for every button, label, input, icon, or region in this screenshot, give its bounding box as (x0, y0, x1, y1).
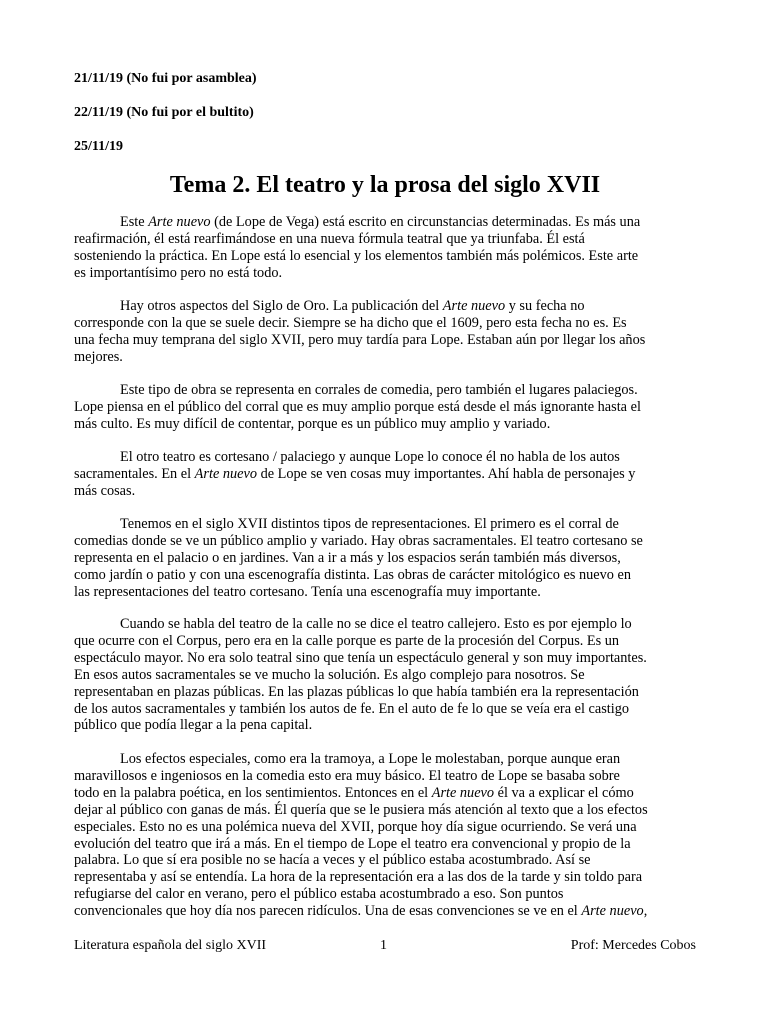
paragraph-line (74, 214, 696, 231)
text-run: una fecha muy temprana del siglo XVII, pero muy tardía para Lope. Estaban aún por llegar los años (74, 331, 646, 348)
text-run: Los efectos especiales, como era la tramoya, a Lope le molestaban, porque aunque eran (120, 751, 621, 767)
text-run: especiales. Esto no es una polémica nueva del XVII, porque hoy día sigue ocurriendo. Se verá una (74, 818, 637, 835)
footer-course-title: Literatura española del siglo XVII (74, 938, 267, 953)
text-run: mejores. (74, 348, 123, 365)
paragraph-line (74, 265, 696, 282)
text-run: las representaciones del teatro cortesano. Tenía una escenografía muy importante. (74, 583, 541, 600)
text-run: , (643, 903, 648, 920)
text-run: representaba y así se entendía. La hora de la representación era a las dos de la tarde y sin toldo para (74, 869, 643, 886)
work-title: Arte nuevo (431, 784, 495, 801)
paragraph-line (74, 684, 696, 701)
paragraph-1 (74, 214, 696, 282)
paragraph-line (74, 315, 696, 332)
paragraph-line (74, 751, 696, 768)
text-run: sacramentales. En el (74, 465, 195, 482)
paragraph-line (74, 616, 696, 633)
paragraph-line (74, 248, 696, 265)
paragraph-2 (74, 298, 696, 366)
text-run: más culto. Es muy difícil de contentar, porque es un público muy amplio y variado. (74, 415, 551, 432)
text-run: maravillosos e ingeniosos en la comedia esto era muy básico. El teatro de Lope se basaba sobre (74, 767, 620, 784)
footer-page-number: 1 (380, 938, 387, 953)
date-entry-1: 21/11/19 (No fui por asamblea) (74, 71, 257, 86)
footer-professor: Prof: Mercedes Cobos (570, 938, 696, 953)
page-footer (74, 937, 696, 955)
text-run: él va a explicar el cómo (494, 784, 634, 801)
text-run: sosteniendo la práctica. En Lope está lo esencial y los elementos también más polémicos. Este arte (74, 247, 639, 264)
text-run: espectáculo mayor. No era solo teatral sino que tenía un espectáculo general y son muy importantes. (74, 649, 647, 666)
paragraph-line (74, 466, 696, 483)
paragraph-line (74, 886, 696, 903)
text-run: dejar al público con ganas de más. Él quería que se le pusiera más atención al texto que a los efectos (74, 801, 648, 818)
paragraph-line (74, 231, 696, 248)
text-run: representa en el palacio o en jardines. Van a ir a más y los espacios serán también más diversos, (74, 549, 621, 566)
paragraph-7 (74, 751, 696, 920)
text-run: todo en la palabra poética, en los sentimientos. Entonces en el (74, 784, 432, 801)
paragraph-line (74, 382, 696, 399)
paragraph-line (74, 836, 696, 853)
text-run: Este (120, 214, 149, 230)
text-run: más cosas. (74, 482, 136, 499)
paragraph-line (74, 332, 696, 349)
text-run: que ocurre con el Corpus, pero era en la calle porque es parte de la procesión del Corpus. Es un (74, 632, 620, 649)
date-entry-2: 22/11/19 (No fui por el bultito) (74, 105, 254, 120)
paragraph-line (74, 533, 696, 550)
text-run: representaban en plazas públicas. En las plazas públicas lo que había también era la representación (74, 683, 639, 700)
text-run: y su fecha no (505, 298, 585, 314)
work-title: Arte nuevo (581, 903, 644, 920)
paragraph-3 (74, 382, 696, 433)
paragraph-line (74, 701, 696, 718)
text-run: es importantísimo pero no está todo. (74, 264, 283, 281)
date-entry-3: 25/11/19 (74, 139, 124, 154)
text-run: Lope piensa en el público del corral que es muy amplio porque está desde el más ignorante hasta el (74, 398, 641, 415)
text-run: Hay otros aspectos del Siglo de Oro. La publicación del (120, 298, 443, 314)
paragraph-line (74, 399, 696, 416)
paragraph-line (74, 550, 696, 567)
text-run: de los autos sacramentales y también los autos de fe. En el auto de fe lo que se veía era el castigo (74, 700, 629, 717)
text-run: Este tipo de obra se representa en corrales de comedia, pero también el lugares palaciegos. (120, 382, 638, 398)
paragraph-line (74, 717, 696, 734)
paragraph-line (74, 449, 696, 466)
work-title: Arte nuevo (442, 298, 506, 314)
paragraph-line (74, 567, 696, 584)
text-run: reafirmación, él está rearfimándose en una nueva fórmula teatral que ya triunfaba. Él está (74, 230, 585, 247)
work-title: Arte nuevo (194, 465, 257, 482)
text-run: corresponde con la que se suele decir. Siempre se ha dicho que el 1609, pero esta fecha no es. Es (74, 314, 627, 331)
text-run: público que podía llegar a la pena capital. (74, 717, 313, 734)
page-title: Tema 2. El teatro y la prosa del siglo XVII (169, 172, 601, 198)
text-run: palabra. Lo que sí era posible no se hacía a veces y el público estaba acostumbrado. Así se (74, 852, 591, 869)
text-run: (de Lope de Vega) está escrito en circunstancias determinadas. Es más una (210, 214, 641, 230)
paragraph-line (74, 483, 696, 500)
text-run: evolución del teatro que irá a más. En el tiempo de Lope el teatro era convencional y propio de la (74, 835, 631, 852)
text-run: comedias donde se ve un público amplio y variado. Hay obras sacramentales. El teatro cortesano se (74, 532, 643, 549)
text-run: convencionales que hoy día nos parecen ridículos. Una de esas convenciones se ve en el (74, 903, 582, 920)
paragraph-line (74, 802, 696, 819)
text-run: Tenemos en el siglo XVII distintos tipos de representaciones. El primero es el corral de (120, 516, 619, 532)
paragraph-5 (74, 516, 696, 601)
text-run: como jardín o patio y con una escenografía distinta. Las obras de carácter mitológico es nuevo en (74, 566, 631, 583)
paragraph-line (74, 819, 696, 836)
paragraph-line (74, 903, 696, 920)
paragraph-line (74, 650, 696, 667)
paragraph-line (74, 785, 696, 802)
paragraph-line (74, 869, 696, 886)
work-title: Arte nuevo (148, 214, 211, 230)
paragraph-line (74, 768, 696, 785)
text-run: El otro teatro es cortesano / palaciego y aunque Lope lo conoce él no habla de los autos (120, 449, 620, 465)
text-run: de Lope se ven cosas muy importantes. Ahí habla de personajes y (257, 465, 636, 482)
paragraph-line (74, 667, 696, 684)
paragraph-line (74, 516, 696, 533)
paragraph-line (74, 584, 696, 601)
text-run: refugiarse del calor en verano, pero el público estaba acostumbrado a eso. Son puntos (74, 886, 564, 903)
paragraph-line (74, 416, 696, 433)
text-run: En esos autos sacramentales se ve mucho la solución. Es algo complejo para nosotros. Se (74, 666, 585, 683)
text-run: Cuando se habla del teatro de la calle no se dice el teatro callejero. Esto es por ejemplo lo (120, 616, 632, 632)
paragraph-line (74, 349, 696, 366)
paragraph-6 (74, 616, 696, 734)
paragraph-line (74, 852, 696, 869)
paragraph-4 (74, 449, 696, 500)
paragraph-line (74, 298, 696, 315)
paragraph-line (74, 633, 696, 650)
